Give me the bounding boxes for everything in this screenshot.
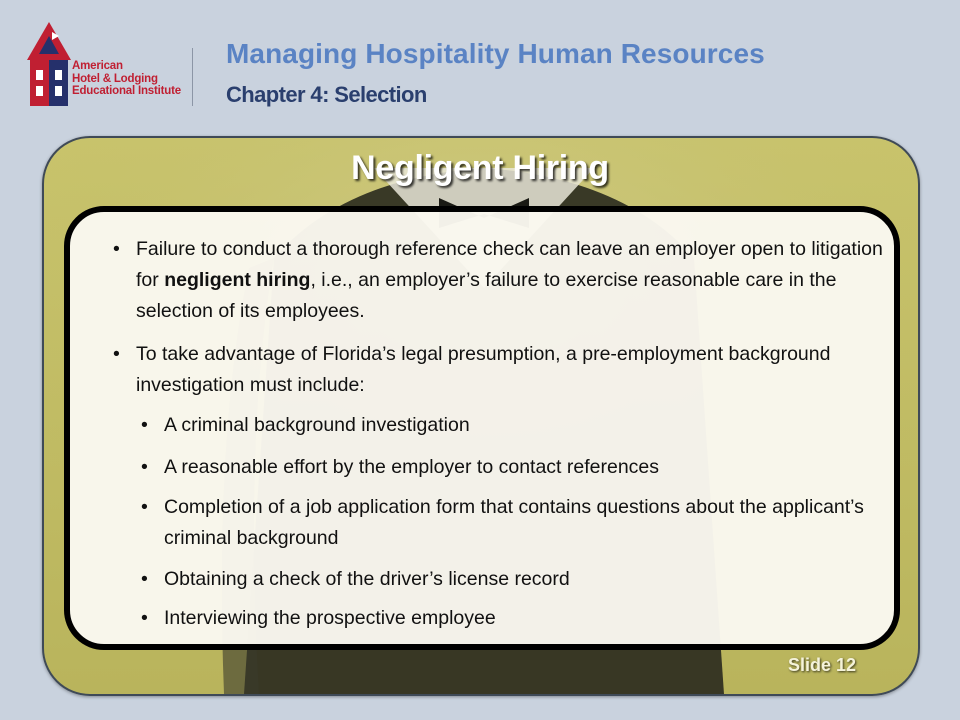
sub-bullet-item bbox=[141, 410, 884, 441]
logo-text bbox=[72, 60, 182, 98]
sub-bullet-text: Obtaining a check of the driver’s license record bbox=[164, 568, 570, 590]
header-divider bbox=[192, 48, 193, 106]
bullet-dot-icon: • bbox=[141, 496, 148, 518]
logo-line: American bbox=[72, 60, 123, 72]
sub-bullet-item bbox=[141, 564, 884, 595]
sub-bullet-text: A reasonable effort by the employer to contact references bbox=[164, 456, 660, 478]
bullet-dot-icon: • bbox=[113, 238, 120, 260]
header bbox=[0, 0, 960, 130]
sub-bullet-item bbox=[141, 603, 884, 634]
house-with-flag-logo-icon bbox=[26, 20, 72, 112]
bullet-text: To take advantage of Florida’s legal presumption, a pre-employment background investigation must include: bbox=[136, 343, 831, 396]
bullet-dot-icon: • bbox=[113, 343, 120, 365]
logo-line: Educational Institute bbox=[72, 85, 181, 97]
bullet-item bbox=[113, 234, 886, 327]
bullet-bold-term: negligent hiring bbox=[164, 269, 311, 291]
logo-line: Hotel & Lodging bbox=[72, 72, 158, 85]
bullet-text: , i.e., an employer’s failure to exercise reasonable care in the selection of its employees. bbox=[136, 269, 837, 322]
sub-bullet-text: Interviewing the prospective employee bbox=[164, 607, 496, 629]
bullet-text: Failure to conduct a thorough reference check can leave an employer open to litigation for bbox=[136, 238, 883, 291]
bullet-dot-icon: • bbox=[141, 414, 148, 436]
course-title: Managing Hospitality Human Resources bbox=[226, 38, 765, 69]
sub-bullet-item bbox=[141, 492, 884, 554]
slide-heading: Negligent Hiring bbox=[351, 149, 609, 187]
bullet-item bbox=[113, 339, 886, 401]
sub-bullet-item bbox=[141, 452, 884, 483]
sub-bullet-text: A criminal background investigation bbox=[164, 414, 470, 436]
bullet-dot-icon: • bbox=[141, 607, 148, 629]
aheli-logo bbox=[26, 20, 181, 115]
bullet-dot-icon: • bbox=[141, 456, 148, 478]
chapter-title: Chapter 4: Selection bbox=[226, 82, 427, 107]
sub-bullet-text: Completion of a job application form that contains questions about the applicant’s criminal background bbox=[164, 496, 864, 549]
content-box bbox=[64, 206, 900, 650]
bullet-dot-icon: • bbox=[141, 568, 148, 590]
slide-number: Slide 12 bbox=[787, 655, 856, 675]
